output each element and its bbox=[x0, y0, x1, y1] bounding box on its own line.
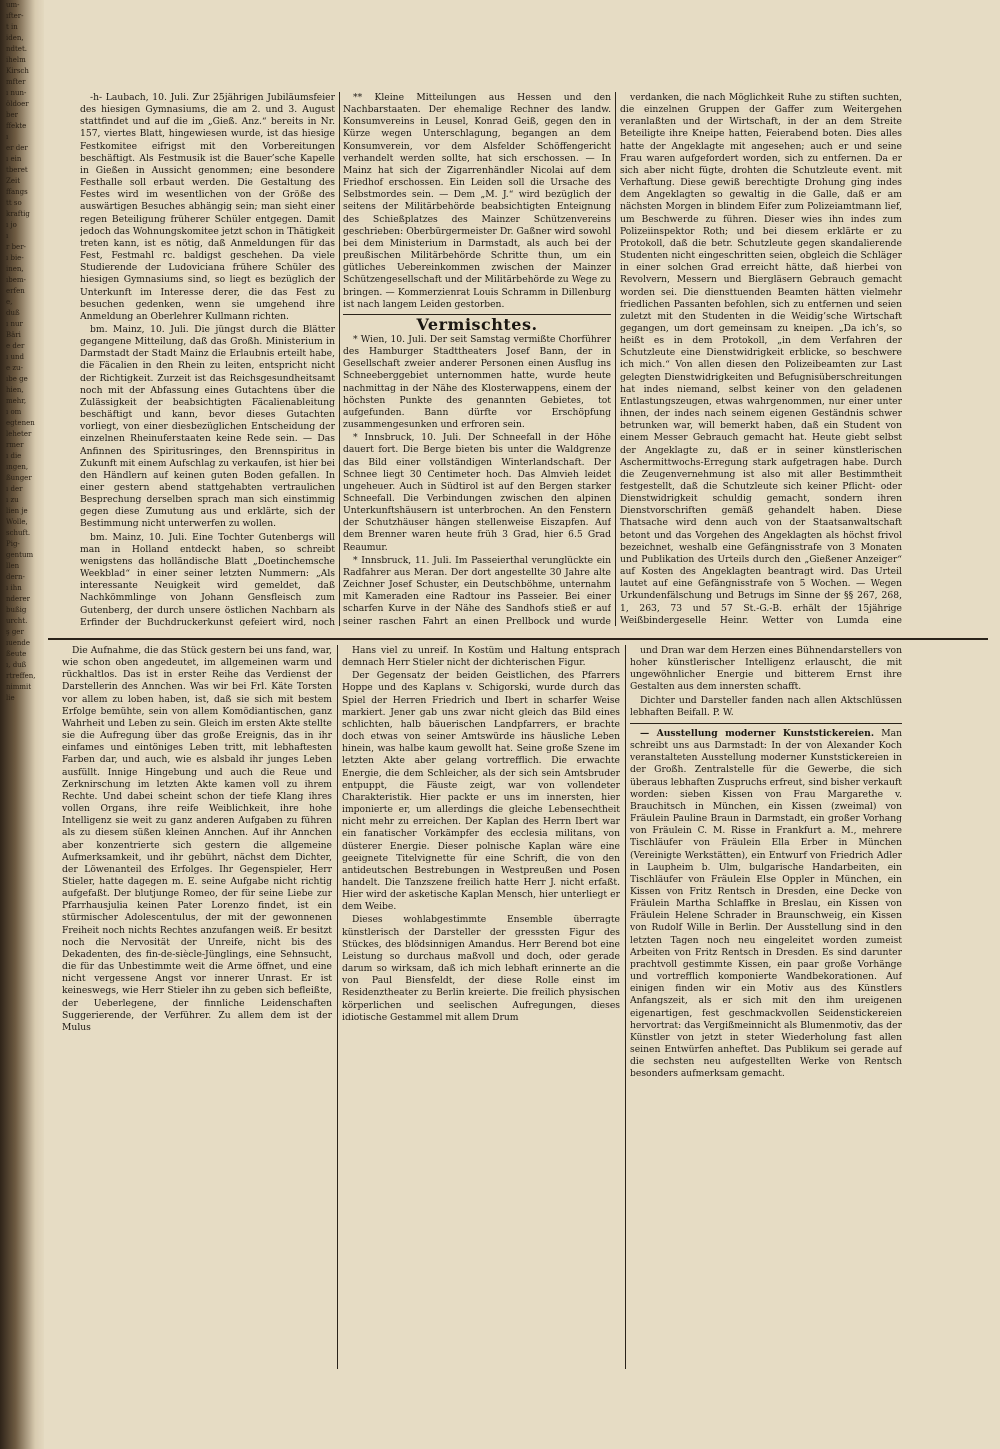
bottom-column-2 bbox=[342, 645, 620, 1369]
gutter-fragment: t in bbox=[6, 23, 18, 31]
review-paragraph: Hans viel zu unreif. In Kostüm und Haltung entsprach demnach Herr Stieler nicht der dichterischen Figur. bbox=[342, 645, 620, 669]
gutter-fragment: ıbem- bbox=[6, 276, 26, 284]
gutter-fragment: ı nur bbox=[6, 320, 23, 328]
gutter-fragment: rmer bbox=[6, 441, 24, 449]
bottom-column-2-review bbox=[342, 645, 620, 1024]
section-rule bbox=[630, 723, 902, 724]
bottom-column-1-review bbox=[62, 645, 332, 1034]
gutter-fragment: ffangs bbox=[6, 188, 28, 196]
review-paragraph: Dieses wohlabgestimmte Ensemble überragte künstlerisch der Darsteller der gresssten Figur des Stückes, des blödsinnigen Amandus. Herr Berend bot eine Leistung so durchaus maßvoll und doch, oder gerade darum so wirksam, daß ich mich lebhaft erinnerte an die von Paul Biensfeldt, der diese Rolle einst im Residenztheater zu Berlin kreierte. Die freilich physischen körperlichen und seelischen Aufregungen, dieses idiotische Gestammel mit allem Drum bbox=[342, 914, 620, 1023]
gutter-fragment: Zeit bbox=[6, 177, 21, 185]
art-exhibition-article bbox=[630, 728, 902, 1081]
court-paragraph: verdanken, die nach Möglichkeit Ruhe zu stiften suchten, die einzelnen Gruppen der Gaffer zum Weitergehen veranlaßten und der Wirtschaft, in der an dem Streite Beteiligte ihre Kneipe hatten, Feierabend boten. Dies alles hatte der Angeklagte mit angesehen; auch er und seine Frau waren aufgefordert worden, sich zu entfernen. Da er sich aber nicht fügte, drohten die Schutzleute event. mit Verhaftung. Diese gewiß berechtigte Drohung ging indes dem Angeklagten so gewaltig in die Galle, daß er am nächsten Morgen in blindem Eifer zum Polizeiamtmann lief, um Beschwerde zu führen. Dieser wies ihn indes zum Polizeiinspektor Roth; und bei diesem erklärte er zu Protokoll, daß die betr. Schutzleute gegen skandalierende Studenten nicht eingeschritten seien, obgleich die Schläger in einer solchen Grad erreicht hätte, daß hierbei von Revolvern, Messern und Biergläsern Gebrauch gemacht worden sei. Die diensttuenden Beamten hätten vielmehr friedlichen Passanten befohlen, sich zu entfernen und seien zuletzt mit den Studenten in die Weidig’sche Wirtschaft gegangen, um dort gemeinsam zu kneipen. „Da ich’s, so heißt es in dem Protokoll, „in dem Verfahren der Schutzleute eine Dienstwidrigkeit erblicke, so beschwere ich mich.“ Von allen diesen den Polizeibeamten zur Last gelegten Dienstwidrigkeiten und Befugnisüberschreitungen hat indes niemand, selbst keiner von den geladenen Entlastungszeugen, etwas wahrgenommen, nur einer unter ihnen, der indes nach seinem eigenen Geständnis schwer betrunken war, will bemerkt haben, daß ein Student von einem Messer Gebrauch gemacht hat. Heute giebt selbst der Angeklagte zu, daß er in seiner künstlerischen Aschermittwochs-Erregung stark aufgetragen habe. Durch die Zeugenvernehmung ist also mit aller Bestimmtheit festgestellt, daß die Schutzleute sich keiner Pflicht- oder Dienstwidrigkeit schuldig gemacht, sondern ihren Dienstvorschriften gemäß gehandelt haben. Diese Thatsache wird denn auch von der Staatsanwaltschaft betont und das Vorgehen des Angeklagten als höchst frivol bezeichnet, weshalb eine Gefängnisstrafe von 3 Monaten und Publikation des Urteils durch den „Gießener Anzeiger“ auf Kosten des Angeklagten beantragt wird. Das Urteil lautet auf eine Gefängnisstrafe von 5 Wochen. — Wegen Urkundenfälschung und Betrugs im Sinne der §§ 267, 268, 1, 263, 73 und 57 St.-G.-B. erhält der 15jährige Weißbindergeselle Heinr. Wetter von Lumda eine bbox=[620, 92, 902, 626]
gutter-fragment: kraftig bbox=[6, 210, 30, 218]
gutter-fragment: ı, duß bbox=[6, 661, 27, 669]
column-2-miscellaneous bbox=[343, 334, 611, 626]
gutter-fragment: r ber- bbox=[6, 243, 26, 251]
gutter-fragment: mehr, bbox=[6, 397, 27, 405]
gutter-fragment: bußig bbox=[6, 606, 27, 614]
gutter-fragment: ıbe ge bbox=[6, 375, 28, 383]
gutter-fragment: iden, bbox=[6, 34, 24, 42]
gutter-fragment: ıfter- bbox=[6, 12, 24, 20]
gutter-fragment: ber bbox=[6, 111, 18, 119]
gutter-fragment: um- bbox=[6, 1, 20, 9]
gutter-fragment: erfen bbox=[6, 287, 25, 295]
gutter-fragment: Bäri bbox=[6, 331, 21, 339]
gutter-fragment: e der bbox=[6, 342, 25, 350]
gutter-fragment: hien, bbox=[6, 386, 24, 394]
bottom-divider-2 bbox=[625, 645, 626, 1369]
review-paragraph: und Dran war dem Herzen eines Bühnendarstellers von hoher künstlerischer Intelligenz erlauscht, die mit ungewöhnlicher Energie und bitterem Ernst ihre Gestalten aus dem innersten schafft. bbox=[630, 645, 902, 693]
column-2-short-news bbox=[343, 92, 611, 311]
gutter-fragment: urcht. bbox=[6, 617, 28, 625]
gutter-fragment: ı bie- bbox=[6, 254, 24, 262]
gutter-fragment: Pig- bbox=[6, 540, 20, 548]
gutter-fragment: ı jo bbox=[6, 221, 17, 229]
review-paragraph: Dichter und Darsteller fanden nach allen Aktschlüssen lebhaften Beifall. P. W. bbox=[630, 694, 902, 718]
gutter-fragment: rtreffen, bbox=[6, 672, 36, 680]
art-exhibition-heading: — Ausstellung moderner Kunststickereien. bbox=[640, 727, 875, 739]
news-paragraph: * Innsbruck, 10. Juli. Der Schneefall in der Höhe dauert fort. Die Berge bieten bis unter die Waldgrenze das Bild einer vollständigen Winterlandschaft. Der Schnee liegt 30 Centimeter hoch. Das Almvieh leidet ungeheuer. Auch in Südtirol ist auf den Bergen starker Schneefall. Die Verbindungen zwischen den alpinen Unterkunftshäusern ist unterbrochen. An den Fenstern der Schutzhäuser hängen stellenweise Eiszapfen. Auf dem Brenner waren heute früh 3 Grad, hier 6.5 Grad Reaumur. bbox=[343, 432, 611, 553]
gutter-fragment: leheter bbox=[6, 430, 32, 438]
gutter-fragment: ßunger bbox=[6, 474, 32, 482]
gutter-fragment: lie bbox=[6, 694, 15, 702]
news-paragraph: * Wien, 10. Juli. Der seit Samstag vermißte Chorführer des Hamburger Stadttheaters Josef Bann, der in Gesellschaft zweier anderer Personen einen Ausflug ins Schneeberggebiet unternommen hatte, wurde heute nachmittag in der Nähe des Klosterwappens, einem der höchsten Punkte des genannten Gebietes, tot aufgefunden. Bann dürfte vor Erschöpfung zusammengesunken und erfroren sein. bbox=[343, 333, 611, 431]
gutter-fragment: ı ein bbox=[6, 155, 22, 163]
review-paragraph: Die Aufnahme, die das Stück gestern bei uns fand, war, wie schon oben angedeutet, im allgemeinen warm und rückhaltlos. Das ist in erster Reihe das Verdienst der Darstellerin des Annchen. Was wir bei Frl. Käte Torsten vor allem zu loben haben, ist, daß sie sich mit bestem Erfolge bemühte, sein von allem Komödiantischen, ganz Wahrheit und Leben zu sein. Gleich im ersten Akte stellte sie die Aufregung über das große Ereignis, das in ihr einfames und eintöniges Leben tritt, mit lebhaftesten Farben dar, und auch, wie es alsbald ihr junges Leben ausfüllt. Innige Hingebung und auch die Reue und Zerknirschung im letzten Akte kamen voll zu ihrem Rechte. Und dabei scheint schon der tiefe Klang ihres vollen Organs, ihre reife Weiblichkeit, ihre hohe Intelligenz sie weit zu ganz anderen Aufgaben zu führen als zu diesem süßen kleinen Annchen. Auf ihr Annchen aber konzentrierte sich gestern die allgemeine Aufmerksamkeit, und ihr gebührt, nächst dem Dichter, der Löwenanteil des Erfolges. Ihr Gegenspieler, Herr Stieler, hatte dagegen m. E. seine Aufgabe nicht richtig aufgefaßt. Der blutjunge Romeo, der für seine Liebe zur Pfarrhausjulia keinen Pater Lorenzo findet, ist ein stürmischer Adolescentulus, der mit der gewonnenen Freiheit noch nichts Rechtes anzufangen weiß. Er besitzt noch die Nervosität der Unreife, nicht bis des Dekadenten, des fin-de-siècle-Jünglings, eine Sehnsucht, die für das Unbestimmte weit die Arme öffnet, und eine nicht vergessene Angst vor innerer Unrast. Er ist keineswegs, wie Herr Stieler ihn zu geben sich befleißte, der Ueberlegene, der finnliche Leidenschaften Suggerierende, der Verführer. Zu allem dem ist der Mulus bbox=[62, 645, 332, 1033]
gutter-fragment: gentum bbox=[6, 551, 34, 559]
news-paragraph: -h- Laubach, 10. Juli. Zur 25jährigen Jubiläumsfeier des hiesigen Gymnasiums, die am 2. und 3. August stattfindet und auf die im „Gieß. Anz.“ bereits in Nr. 157, viertes Blatt, hingewiesen wurde, ist das hiesige Festkomitee eifrigst mit den Vorbereitungen beschäftigt. Als Festmusik ist die Bauer’sche Kapelle in Gießen in Aussicht genommen; eine besondere Festhalle soll erbaut werden. Die Gestaltung des Festes wird im wesentlichen von der Größe des auswärtigen Besuches abhängig sein; man sieht einer regen Beteiligung früherer Schüler entgegen. Damit jedoch das Wohnungskomitee jetzt schon in Thätigkeit treten kann, ist es nötig, daß Anmeldungen für das Fest, Festmahl rc. baldigst geschehen. Da viele Studierende der Ludoviciana frühere Schüler des hiesigen Gymnasiums sind, so liegt es bezüglich der Unterkunft im Interesse derer, die das Fest zu besuchen gedenken, wenn sie umgehend ihre Anmeldung an Oberlehrer Kullmann richten. bbox=[80, 92, 335, 322]
gutter-fragment: schuft. bbox=[6, 529, 31, 537]
gutter-fragment: e, bbox=[6, 298, 13, 306]
column-1 bbox=[80, 92, 335, 626]
gutter-fragment: Wolle, bbox=[6, 518, 28, 526]
gutter-fragment: ı zu bbox=[6, 496, 19, 504]
gutter-fragment: ı bbox=[6, 133, 9, 141]
gutter-fragment: dern- bbox=[6, 573, 25, 581]
review-paragraph: Der Gegensatz der beiden Geistlichen, des Pfarrers Hoppe und des Kaplans v. Schigorski, wurde durch das Spiel der Herren Friedrich und Ibert in scharfer Weise markiert. Jener gab uns zwar nicht gleich das Bild eines schlichten, halb bäuerischen Landpfarrers, er brachte doch etwas von seiner Amtswürde ins häusliche Leben hinein, was halbe kaum gewollt hat. Seine große Szene im letzten Akte aber gelang vortrefflich. Die erwachte Energie, die dem Schleicher, als der sich sein Amtsbruder entpuppt, die Fäuste zeigt, war von vollendeter Charakteristik. Hier packte er uns im innersten, hier imponierte er, um allerdings die gleiche Lebensechtheit nicht mehr zu erreichen. Der Kaplan des Herrn Ibert war ein fanatischer Vorkämpfer des ecclesia militans, von düsterer Energie. Dieser polnische Kaplan wäre eine geeignete Titelvignette für eine Schrift, die von den antideutschen Bestrebungen in Westpreußen und Posen handelt. Die Tanzszene freilich hatte Herr J. nicht erfaßt. Hier wird der asketische Kaplan Mensch, hier unterliegt er dem Weibe. bbox=[342, 670, 620, 913]
column-divider-1 bbox=[339, 92, 340, 626]
news-paragraph: bm. Mainz, 10. Juli. Die jüngst durch die Blätter gegangene Mitteilung, daß das Großh. Ministerium in Darmstadt der Stadt Mainz die Erlaubnis erteilt habe, die Fäcalien in den Rhein zu leiten, entspricht nicht der Richtigkeit. Zurzeit ist das Reichsgesundheitsamt noch mit der Abfassung eines Gutachtens über die Zulässigkeit der beabsichtigten Fäcalienableitung beschäftigt und kann, bevor dieses Gutachten vorliegt, von einer diesbezüglichen Entscheidung der einzelnen Rheinuferstaaten keine Rede sein. — Das Anfinnen des Spiritusringes, den Brennspiritus in Zukunft mit einem Aufschlag zu verkaufen, ist hier bei den Händlern auf keinen guten Boden gefallen. In einer gestern abend stattgehabten vertraulichen Besprechung derselben sprach man sich einstimmig gegen diese Zumutung aus und erklärte, sich der Bestimmung nicht unterwerfen zu wollen. bbox=[80, 323, 335, 530]
gutter-fragment: egtenen bbox=[6, 419, 35, 427]
art-exhibition-text: Man schreibt uns aus Darmstadt: In der von Alexander Koch veranstalteten Ausstellung moderner Kunststickereien in der Großh. Zentralstelle für die Gewerbe, die sich überaus lebhaften Zuspruchs erfreut, sind bisher verkauft worden: sieben Kissen von Frau Margarethe v. Brauchitsch in München, ein Kissen (zweimal) von Fräulein Pauline Braun in Darmstadt, ein großer Vorhang von Fräulein C. M. Risse in Frankfurt a. M., mehrere Tischläufer von Fräulein Ella Erber in München (Vereinigte Werkstätten), ein Entwurf von Friedrich Adler in Laupheim b. Ulm, bulgarische Handarbeiten, ein Tischläufer von Fräulein Else Oppler in München, ein Kissen von Fritz Rentsch in Dresden, eine Decke von Fräulein Martha Schlaffke in Breslau, ein Kissen von Fräulein Helene Schrader in Braunschweig, ein Kissen von Rudolf Wille in Berlin. Der Ausstellung sind in den letzten Tagen noch neu eingeleitet worden zumeist Arbeiten von Fritz Rentsch in Dresden. Es sind darunter prachtvoll gestimmte Kissen, ein paar große Vorhänge und vortrefflich komponierte Wandbekorationen. Auf einigen finden wir ein Motiv aus des Künstlers Anfangszeit, als er sich mit den ihm ureigenen eigenartigen, fest geschmackvollen Seidenstickereien hervortrat: das Vergißmeinnicht als Blumenmotiv, das der Künstler von jetzt in steter Wiederholung fast allen seinen Entwürfen anheftet. Das Publikum sei gerade auf die sechsten neu aufgestellten Werke von Rentsch besonders aufmerksam gemacht. bbox=[630, 727, 902, 1080]
gutter-fragment: nderer bbox=[6, 595, 30, 603]
gutter-fragment: lien je bbox=[6, 507, 28, 515]
news-paragraph: * Innsbruck, 11. Juli. Im Passeierthal verunglückte ein Radfahrer aus Meran. Der dort angestellte 30 Jahre alte Zeichner Josef Schuster, ein Deutschböhme, unternahm mit Kameraden eine Radtour ins Passeier. Bei einer scharfen Kurve in der Nähe des Sandhofs stieß er auf seiner raschen Fahrt an einen Prellbock und wurde bbox=[343, 554, 611, 626]
section-rule bbox=[343, 314, 611, 315]
gutter-fragment: Kirsch bbox=[6, 67, 29, 75]
bottom-column-1 bbox=[62, 645, 332, 1369]
gutter-fragment: ıuende bbox=[6, 639, 31, 647]
gutter-fragment: ş ger bbox=[6, 628, 24, 636]
gutter-fragment: ı bbox=[6, 232, 9, 240]
gutter-fragment: ı nun- bbox=[6, 89, 27, 97]
gutter-fragment: ı ihn bbox=[6, 584, 22, 592]
gutter-fragment: öldoer bbox=[6, 100, 29, 108]
gutter-fragment: ihelm bbox=[6, 56, 26, 64]
bottom-column-3-review-end bbox=[630, 645, 902, 719]
gutter-fragment: inen, bbox=[6, 265, 24, 273]
gutter-fragment: ffekte bbox=[6, 122, 27, 130]
adjacent-page-edge bbox=[0, 0, 44, 1449]
news-paragraph: ** Kleine Mitteilungen aus Hessen und den Nachbarstaaten. Der ehemalige Rechner des landw. Konsumvereins in Leusel, Konrad Geiß, gegen den in Kürze wegen Unterschlagung, begangen an dem Konsumverein, vor dem Alsfelder Schöffengericht verhandelt werden sollte, hat sich erschossen. — In Mainz hat sich der Zigarrenhändler Nicolai auf dem Friedhof erschossen. Ein Leiden soll die Ursache des Selbstmordes sein. — Dem „M. J.“ wird bezüglich der seitens der Militärbehörde beabsichtigten Enteignung des Schießplatzes des Mainzer Schützenvereins geschrieben: Oberbürgermeister Dr. Gaßner wird sowohl bei dem Ministerium in Darmstadt, als auch bei der preußischen Militärbehörde Schritte thun, um ein gütliches Uebereinkommen zwischen der Mainzer Schützengesellschaft und der Militärbehörde zu Wege zu bringen. — Kommerzienrat Louis Schramm in Dillenburg ist nach langem Leiden gestorben. bbox=[343, 92, 611, 310]
gutter-fragment: er der bbox=[6, 144, 28, 152]
gutter-fragment: e zu- bbox=[6, 364, 23, 372]
column-1-articles bbox=[80, 92, 335, 626]
gutter-fragment: duß bbox=[6, 309, 20, 317]
gutter-fragment: ndtet. bbox=[6, 45, 27, 53]
gutter-fragment: ı om bbox=[6, 408, 22, 416]
gutter-fragment: ßeute bbox=[6, 650, 27, 658]
feuilleton-top-rule bbox=[48, 638, 988, 640]
gutter-fragment: ı der bbox=[6, 485, 23, 493]
gutter-fragment: nimmit bbox=[6, 683, 32, 691]
section-heading-vermischtes: Vermischtes. bbox=[416, 314, 538, 334]
gutter-fragment: llen bbox=[6, 562, 20, 570]
bottom-column-3 bbox=[630, 645, 902, 1369]
gutter-fragment: ı die bbox=[6, 452, 22, 460]
column-3 bbox=[620, 92, 902, 626]
column-2 bbox=[343, 92, 611, 626]
gutter-fragment: ı und bbox=[6, 353, 24, 361]
news-paragraph: bm. Mainz, 10. Juli. Eine Tochter Gutenbergs will man in Holland entdeckt haben, so schreibt wenigstens das holländische Blatt „Doetinchemsche Weekblad“ in einer seiner letzten Nummern: „Als interessante Neuigkeit wird gemeldet, daß Nachkömmlinge von Johann Gensfleisch zum Gutenberg, der durch unsere östlichen Nachbarn als Erfinder der Buchdruckerkunst gefeiert wird, noch bbox=[80, 531, 335, 626]
gutter-fragment: tberet bbox=[6, 166, 28, 174]
gutter-fragment: tt so bbox=[6, 199, 22, 207]
bottom-divider-1 bbox=[337, 645, 338, 1369]
gutter-fragment: ıngen, bbox=[6, 463, 29, 471]
column-divider-2 bbox=[615, 92, 616, 626]
gutter-fragment: mfter bbox=[6, 78, 26, 86]
column-3-court-continued bbox=[620, 92, 902, 626]
